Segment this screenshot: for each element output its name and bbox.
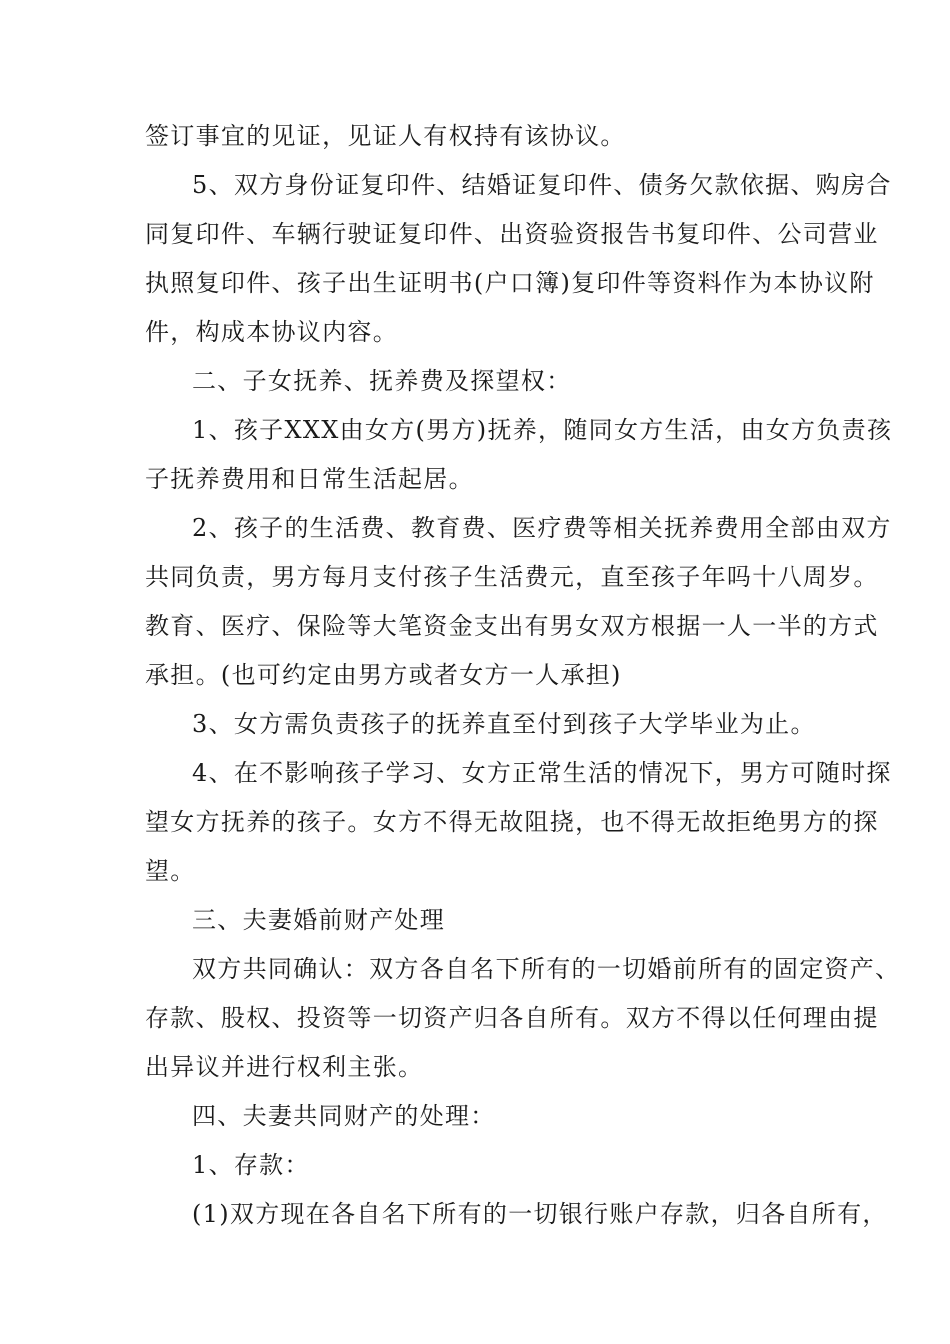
section-heading: 四、夫妻共同财产的处理： xyxy=(192,1102,496,1130)
text-line: 承担。(也可约定由男方或者女方一人承担) xyxy=(145,661,622,689)
text-line: 教育、医疗、保险等大笔资金支出有男女双方根据一人一半的方式 xyxy=(145,612,879,640)
text-line: 执照复印件、孩子出生证明书(户口簿)复印件等资料作为本协议附 xyxy=(145,269,875,297)
text-line: 共同负责，男方每月支付孩子生活费元，直至孩子年吗十八周岁。 xyxy=(145,563,879,591)
text-line: (1)双方现在各自名下所有的一切银行账户存款，归各自所有， xyxy=(192,1200,888,1228)
text-line: 签订事宜的见证，见证人有权持有该协议。 xyxy=(145,122,626,150)
text-line: 1、孩子XXX由女方(男方)抚养，随同女方生活，由女方负责孩 xyxy=(192,416,893,444)
text-line: 望女方抚养的孩子。女方不得无故阻挠，也不得无故拒绝男方的探 xyxy=(145,808,879,836)
text-line: 2、孩子的生活费、教育费、医疗费等相关抚养费用全部由双方 xyxy=(192,514,892,542)
text-line: 4、在不影响孩子学习、女方正常生活的情况下，男方可随时探 xyxy=(192,759,892,787)
section-heading: 二、子女抚养、抚养费及探望权： xyxy=(192,367,572,395)
text-line: 3、女方需负责孩子的抚养直至付到孩子大学毕业为止。 xyxy=(192,710,816,738)
section-heading: 三、夫妻婚前财产处理 xyxy=(192,906,445,934)
text-line: 存款、股权、投资等一切资产归各自所有。双方不得以任何理由提 xyxy=(145,1004,879,1032)
text-line: 子抚养费用和日常生活起居。 xyxy=(145,465,474,493)
text-line: 同复印件、车辆行驶证复印件、出资验资报告书复印件、公司营业 xyxy=(145,220,879,248)
text-line: 5、双方身份证复印件、结婚证复印件、债务欠款依据、购房合 xyxy=(192,171,892,199)
text-line: 件，构成本协议内容。 xyxy=(145,318,398,346)
text-line: 望。 xyxy=(145,857,196,885)
text-line: 出异议并进行权利主张。 xyxy=(145,1053,424,1081)
text-line: 1、存款： xyxy=(192,1151,310,1179)
text-line: 双方共同确认：双方各自名下所有的一切婚前所有的固定资产、 xyxy=(192,955,901,983)
